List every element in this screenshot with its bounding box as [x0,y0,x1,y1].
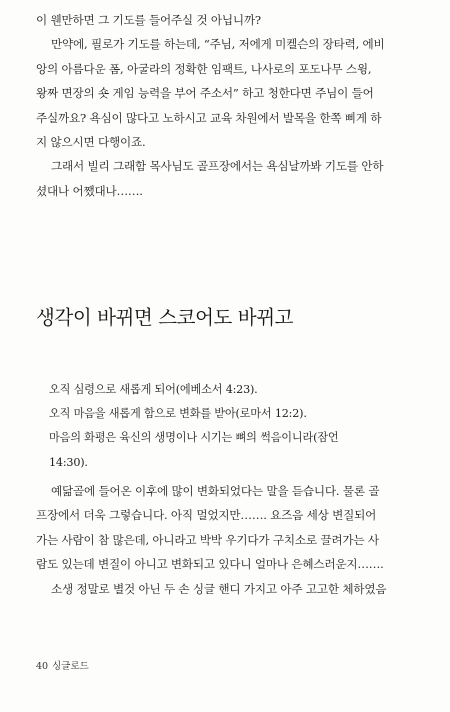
verse-line: 마음의 화평은 육신의 생명이나 시기는 뼈의 썩음이니라(잠언 [49,431,339,445]
text-line: 앙의 아름다운 폼, 아굴라의 정확한 임팩트, 나사로의 포도나무 스윙, [36,61,372,76]
text-line: 주실까요? 욕심이 많다고 노하시고 교육 차원에서 발목을 한쪽 삐게 하 [36,110,382,125]
page-number: 40 [36,661,49,672]
section-heading: 생각이 바뀌면 스코어도 바뀌고 [36,306,294,329]
text-line: 만약에, 필로가 기도를 하는데, “주님, 저에게 미켈슨의 장타력, 에비 [51,37,385,52]
verse-line: 14:30). [49,455,88,469]
scripture-quotes [49,378,409,475]
verse-line: 오직 심령으로 새롭게 되어(에베소서 4:23). [49,383,258,396]
body-text-bottom [36,479,416,601]
text-line: 소생 정말로 별것 아닌 두 손 싱글 핸디 가지고 아주 고고한 체하였음 [51,581,387,596]
text-line: 람도 있는데 변질이 아니고 변화되고 있다니 얼마나 은혜스러운지……. [36,557,384,572]
text-line: 셨대나 어쨌대나……. [36,183,143,198]
text-line: 이 웬만하면 그 기도를 들어주실 것 아닙니까? [36,13,261,27]
text-line: 왕짜 면장의 숏 게임 능력을 부어 주소서” 하고 청한다면 주님이 들어 [36,86,374,101]
page-footer [36,660,89,674]
text-line: 프장에서 더욱 그렇습니다. 아직 멀었지만……. 요즈음 세상 변질되어 [36,508,377,523]
text-line: 예닮골에 들어온 이후에 많이 변화되었다는 말을 듣습니다. 물론 골 [51,484,380,498]
body-text-top [36,8,416,203]
text-line: 지 않으시면 다행이죠. [36,135,146,150]
text-line: 그래서 빌리 그래함 목사님도 골프장에서는 욕심날까봐 기도를 안하 [51,159,384,174]
text-line: 가는 사람이 참 많은데, 아니라고 박박 우기다가 구치소로 끌려가는 사 [36,532,379,547]
verse-line: 오직 마음을 새롭게 함으로 변화를 받아(로마서 12:2). [49,407,307,421]
running-title: 싱글로드 [52,661,89,672]
